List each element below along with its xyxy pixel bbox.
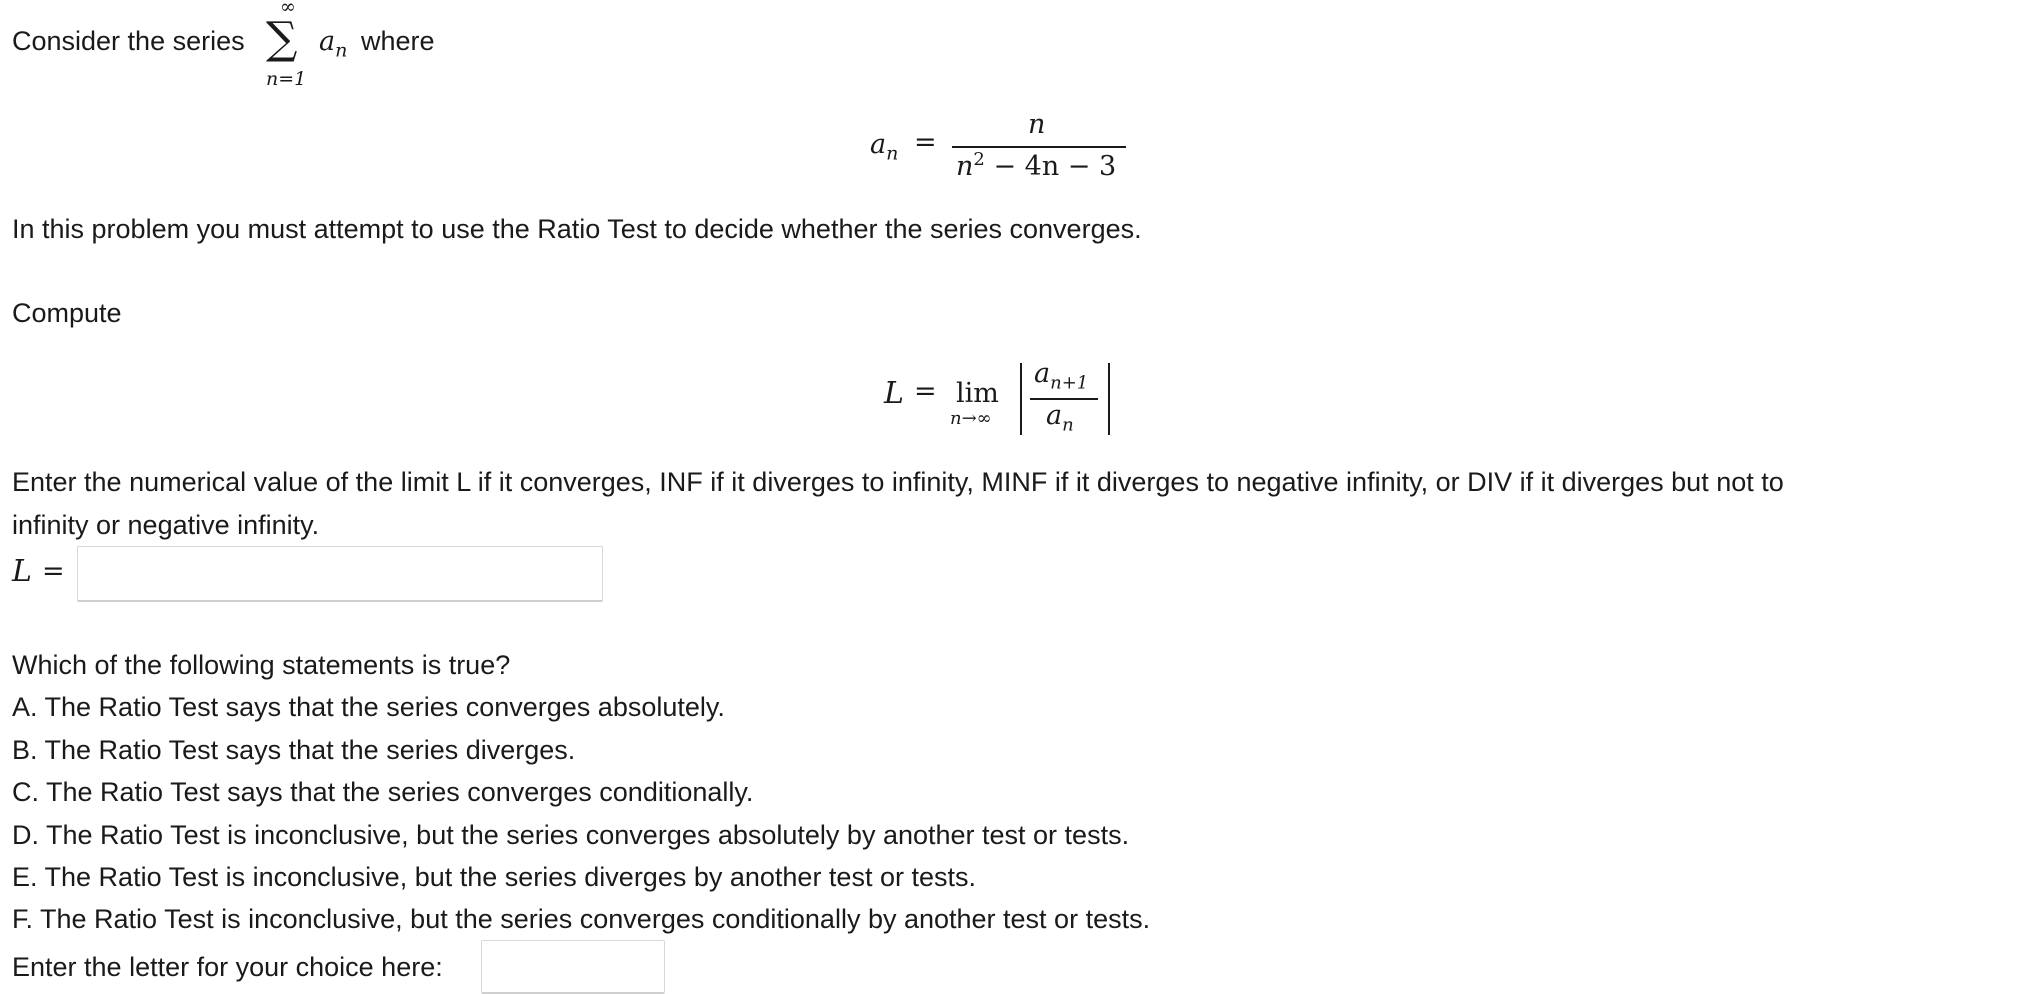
an-definition (870, 105, 1130, 195)
choice-input[interactable] (481, 940, 665, 994)
sum-upper-limit: ∞ (280, 0, 296, 18)
intro-suffix: where (361, 26, 435, 56)
sum-lower-limit: n=1 (266, 68, 307, 90)
intro-prefix: Consider the series (12, 26, 245, 56)
question-text: Which of the following statements is true? (12, 650, 511, 680)
an-lhs: $a_n$ (870, 129, 899, 165)
series-sum (262, 0, 322, 95)
an-equals: = (914, 127, 937, 158)
option-b: B. The Ratio Test says that the series diverges. (12, 735, 576, 765)
answer-l-equals: = (42, 556, 65, 587)
option-d: D. The Ratio Test is inconclusive, but the series converges absolutely by another test or tests. (12, 820, 1130, 850)
limit-formula (884, 358, 1124, 438)
option-e: E. The Ratio Test is inconclusive, but the series diverges by another test or tests. (12, 862, 976, 892)
series-term: $a_n$ (319, 26, 348, 62)
limit-lhs: L (884, 376, 904, 411)
ratio-denominator: $a_n$ (1046, 400, 1074, 436)
an-fraction-bar (952, 146, 1126, 148)
lim-operator: lim (956, 378, 999, 409)
abs-bar-right (1108, 363, 1110, 435)
limit-instructions-line2: infinity or negative infinity. (12, 510, 320, 540)
option-f: F. The Ratio Test is inconclusive, but the series converges conditionally by another test or tests. (12, 904, 1151, 934)
abs-bar-left (1020, 363, 1022, 435)
ratio-test-instruction: In this problem you must attempt to use the Ratio Test to decide whether the series converges. (12, 214, 1142, 244)
limit-instructions-line1: Enter the numerical value of the limit L if it converges, INF if it diverges to infinity, MINF if it diverges to negative infinity, or DIV if it diverges but not to (12, 467, 1784, 497)
lim-subscript: n→∞ (950, 408, 992, 429)
an-numerator: n (1028, 109, 1046, 140)
limit-equals: = (914, 376, 937, 407)
an-denominator: $n^2 - 4n - 3$ (956, 149, 1117, 182)
option-c: C. The Ratio Test says that the series converges conditionally. (12, 777, 754, 807)
compute-label: Compute (12, 298, 122, 328)
choice-label: Enter the letter for your choice here: (12, 952, 443, 982)
limit-answer-input[interactable] (77, 546, 603, 602)
option-a: A. The Ratio Test says that the series converges absolutely. (12, 692, 725, 722)
sigma-symbol: ∑ (266, 13, 298, 64)
ratio-numerator: $a_{n+1}$ (1034, 358, 1089, 394)
answer-l-label: L (12, 554, 32, 589)
